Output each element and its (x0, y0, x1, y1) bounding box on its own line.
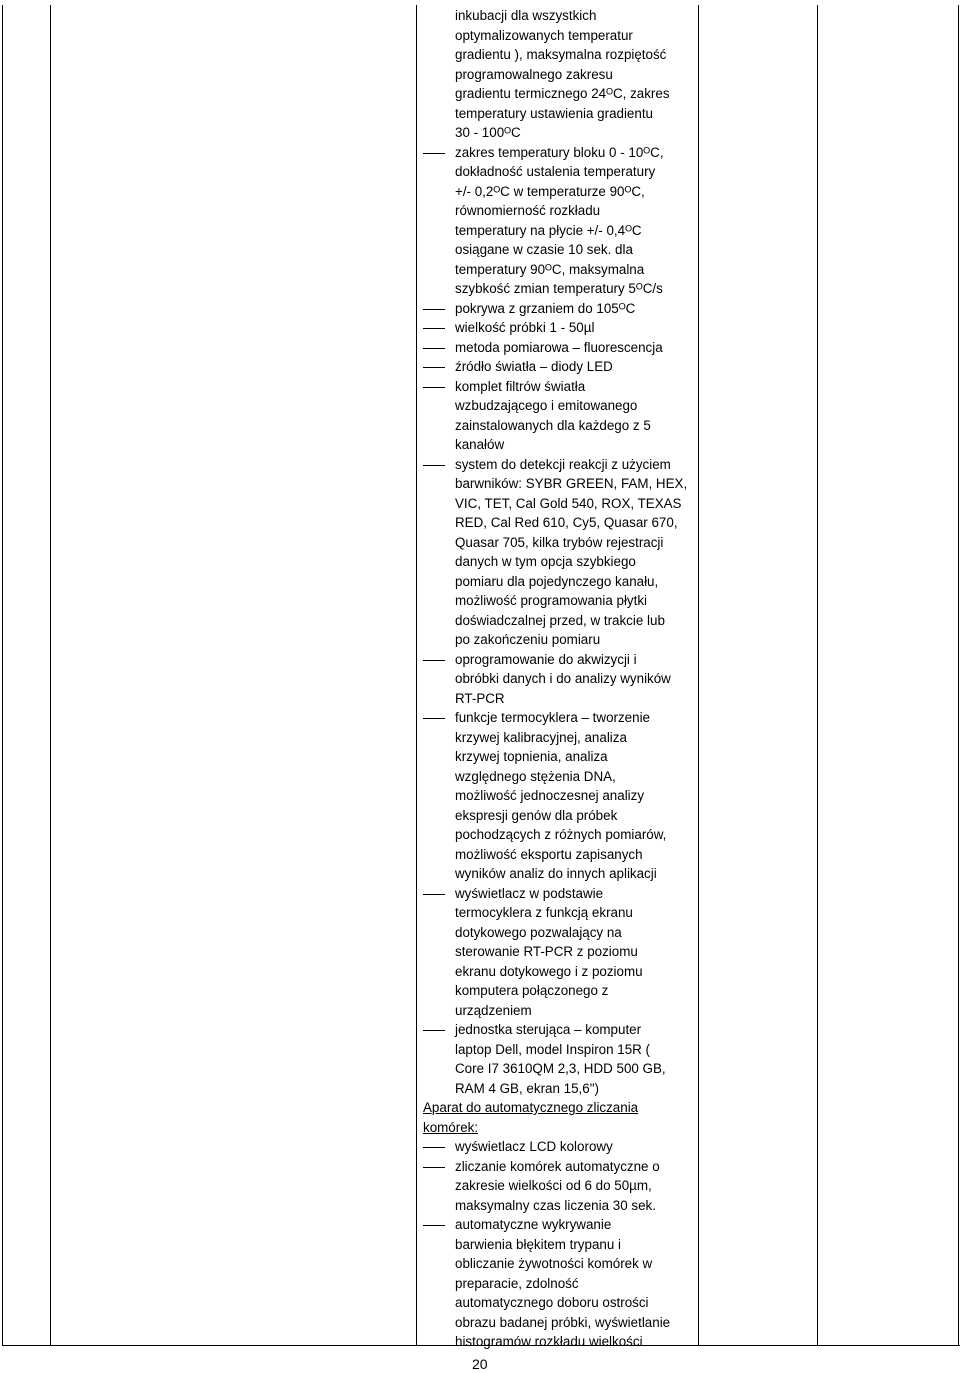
text-line: wyświetlacz w podstawie (455, 885, 604, 901)
dash-bullet-icon (423, 367, 445, 368)
text-line: dokładność ustalenia temperatury (455, 164, 656, 179)
text-line: wyświetlacz LCD kolorowy (455, 1139, 613, 1154)
text-line: temperatury 90ᴼC, maksymalna (455, 261, 645, 277)
bullet-text (455, 708, 696, 884)
page-number: 20 (472, 1356, 488, 1372)
bullet-item (423, 1157, 696, 1216)
dash-bullet-icon (423, 1167, 445, 1168)
text-line: barwników: SYBR GREEN, FAM, HEX, (455, 476, 688, 491)
table-border-right (958, 5, 959, 1346)
text-line: względnego stężenia DNA, (455, 768, 616, 784)
text-line: laptop Dell, model Inspiron 15R ( (455, 1041, 651, 1057)
text-line: gradientu ), maksymalna rozpiętość (455, 47, 667, 62)
text-line: komórek: (423, 1119, 479, 1135)
text-line: zakresie wielkości od 6 do 50µm, (455, 1178, 652, 1193)
text-line: po zakończeniu pomiaru (455, 632, 601, 647)
text-line: osiągane w czasie 10 sek. dla (455, 242, 633, 257)
text-line: RT-PCR (455, 690, 505, 706)
bullet-text (455, 1020, 696, 1098)
dash-bullet-icon (423, 309, 445, 310)
text-line: system do detekcji reakcji z użyciem (455, 456, 671, 472)
bullet-item (423, 650, 696, 709)
table-column-divider (817, 5, 818, 1346)
text-line: RED, Cal Red 610, Cy5, Quasar 670, (455, 515, 678, 530)
text-line: komplet filtrów światła (455, 378, 586, 394)
dash-bullet-icon (423, 153, 445, 154)
text-line: komputera połączonego z (455, 983, 609, 998)
text-line: maksymalny czas liczenia 30 sek. (455, 1197, 656, 1213)
bullet-text (455, 455, 696, 650)
text-line: 30 - 100ᴼC (455, 125, 521, 140)
text-line: inkubacji dla wszystkich (455, 8, 597, 23)
bullet-item (423, 1020, 696, 1098)
text-line: szybkość zmian temperatury 5ᴼC/s (455, 281, 663, 296)
dash-bullet-icon (423, 1030, 445, 1031)
dash-bullet-icon (423, 718, 445, 719)
text-line: pokrywa z grzaniem do 105ᴼC (455, 300, 636, 316)
bullet-item (423, 299, 696, 319)
bullet-text (455, 650, 696, 709)
bullet-item (423, 884, 696, 1021)
text-line: dotykowego pozwalający na (455, 924, 622, 940)
bullet-item (423, 377, 696, 455)
dash-bullet-icon (423, 348, 445, 349)
dash-bullet-icon (423, 894, 445, 895)
text-line: Core I7 3610QM 2,3, HDD 500 GB, (455, 1061, 666, 1076)
text-line: zliczanie komórek automatyczne o (455, 1158, 660, 1174)
dash-bullet-icon (423, 660, 445, 661)
table-column-divider (698, 5, 699, 1346)
text-line: temperatury ustawienia gradientu (455, 105, 653, 121)
text-line: wzbudzającego i emitowanego (455, 398, 638, 413)
bullet-item (423, 455, 696, 650)
text-line: metoda pomiarowa – fluorescencja (455, 339, 663, 355)
bullet-item (423, 143, 696, 299)
intro-text (423, 6, 696, 143)
bullet-item (423, 1137, 696, 1157)
bullet-text (455, 338, 696, 358)
table-column-divider (50, 5, 51, 1346)
text-line: pomiaru dla pojedynczego kanału, (455, 573, 659, 589)
bullet-item (423, 338, 696, 358)
text-line: preparacie, zdolność (455, 1275, 579, 1291)
bullet-text (455, 143, 696, 299)
section-heading (423, 1098, 696, 1137)
text-line: ekranu dotykowego i z poziomu (455, 963, 643, 979)
text-line: sterowanie RT-PCR z poziomu (455, 944, 638, 959)
text-line: możliwość eksportu zapisanych (455, 846, 643, 862)
spec-bullet-list (423, 143, 696, 1099)
text-line: programowalnego zakresu (455, 66, 613, 82)
text-line: termocyklera z funkcją ekranu (455, 905, 633, 920)
dash-bullet-icon (423, 328, 445, 329)
text-line: możliwość programowania płytki (455, 593, 648, 608)
dash-bullet-icon (423, 465, 445, 466)
text-line: histogramów rozkładu wielkości (455, 1334, 643, 1349)
bullet-text (455, 1137, 696, 1157)
table-border-left (2, 5, 3, 1346)
text-line: temperatury na płycie +/- 0,4ᴼC (455, 222, 642, 238)
text-line: optymalizowanych temperatur (455, 27, 633, 43)
text-line: kanałów (455, 437, 505, 452)
text-line: oprogramowanie do akwizycji i (455, 651, 637, 667)
text-line: możliwość jednoczesnej analizy (455, 788, 645, 803)
bullet-text (455, 1215, 696, 1352)
text-line: automatycznego doboru ostrości (455, 1295, 649, 1310)
text-line: jednostka sterująca – komputer (455, 1022, 642, 1037)
bullet-item (423, 318, 696, 338)
text-line: obróbki danych i do analizy wyników (455, 671, 671, 686)
text-line: zakres temperatury bloku 0 - 10ᴼC, (455, 144, 664, 160)
text-line: zainstalowanych dla każdego z 5 (455, 417, 651, 433)
dash-bullet-icon (423, 1147, 445, 1148)
text-line: Aparat do automatycznego zliczania (423, 1100, 639, 1115)
text-line: krzywej topnienia, analiza (455, 749, 608, 764)
text-line: Quasar 705, kilka trybów rejestracji (455, 534, 664, 550)
text-line: wielkość próbki 1 - 50µl (455, 320, 595, 335)
text-line: automatyczne wykrywanie (455, 1217, 612, 1232)
text-line: pochodzących z różnych pomiarów, (455, 827, 667, 842)
bullet-text (455, 377, 696, 455)
bullet-item (423, 357, 696, 377)
bullet-text (455, 357, 696, 377)
text-line: równomierność rozkładu (455, 203, 601, 218)
text-line: urządzeniem (455, 1002, 532, 1018)
text-line: krzywej kalibracyjnej, analiza (455, 729, 627, 745)
text-line: barwienia błękitem trypanu i (455, 1236, 621, 1252)
text-line: źródło światła – diody LED (455, 359, 613, 374)
text-line: obrazu badanej próbki, wyświetlanie (455, 1314, 671, 1330)
cell-counter-bullet-list (423, 1137, 696, 1352)
table-column-divider (416, 5, 417, 1346)
text-line: VIC, TET, Cal Gold 540, ROX, TEXAS (455, 495, 682, 511)
text-line: funkcje termocyklera – tworzenie (455, 710, 650, 725)
text-line: gradientu termicznego 24ᴼC, zakres (455, 86, 670, 101)
text-line: danych w tym opcja szybkiego (455, 554, 636, 569)
dash-bullet-icon (423, 387, 445, 388)
text-line: ekspresji genów dla próbek (455, 807, 618, 823)
text-line: wyników analiz do innych aplikacji (455, 866, 657, 881)
bullet-text (455, 299, 696, 319)
bullet-item (423, 708, 696, 884)
specification-cell (423, 6, 696, 1352)
text-line: obliczanie żywotności komórek w (455, 1256, 653, 1271)
text-line: RAM 4 GB, ekran 15,6") (455, 1080, 599, 1096)
text-line: doświadczalnej przed, w trakcie lub (455, 612, 665, 628)
bullet-text (455, 318, 696, 338)
text-line: +/- 0,2ᴼC w temperaturze 90ᴼC, (455, 183, 645, 199)
bullet-item (423, 1215, 696, 1352)
dash-bullet-icon (423, 1225, 445, 1226)
bullet-text (455, 1157, 696, 1216)
bullet-text (455, 884, 696, 1021)
